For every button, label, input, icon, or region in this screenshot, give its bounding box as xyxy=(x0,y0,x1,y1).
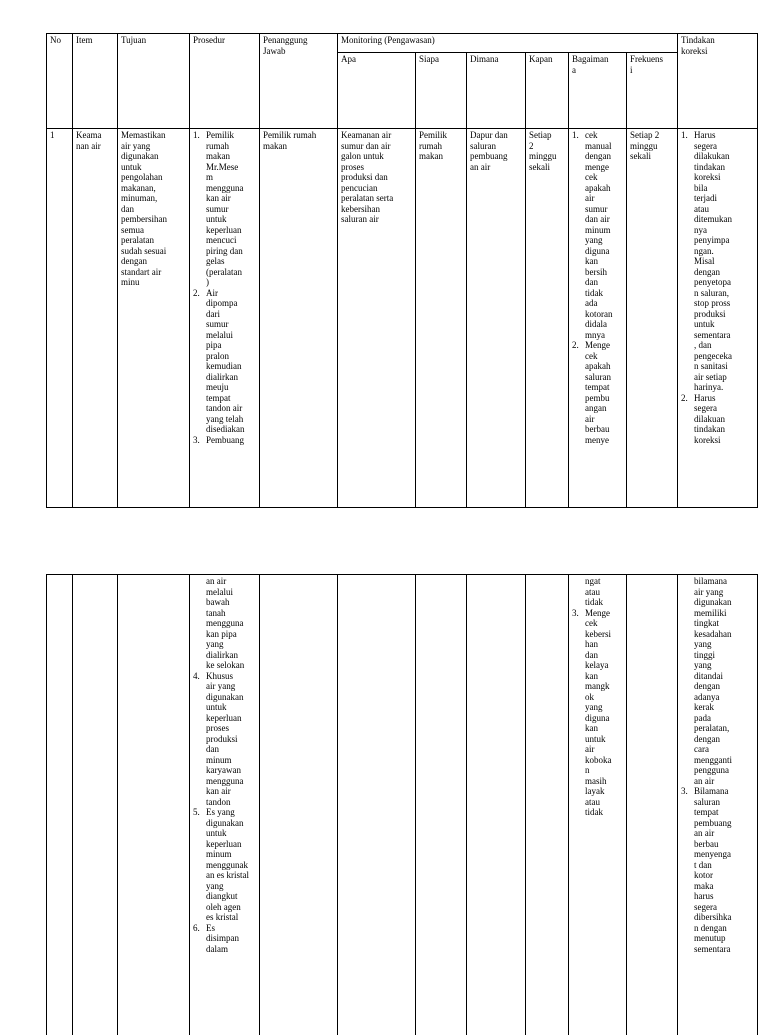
cell-siapa: Pemilik rumah makan xyxy=(416,129,467,508)
list-item-number: 3. xyxy=(681,786,688,796)
cont-apa xyxy=(338,575,416,1035)
list-item xyxy=(193,130,256,288)
list-item xyxy=(193,435,256,446)
list-item xyxy=(572,130,623,340)
bagaimana-continued-text: ngat atau tidak xyxy=(585,576,603,607)
cont-tujuan xyxy=(118,575,190,1035)
header-tindakan-koreksi: Tindakan koreksi xyxy=(678,34,758,129)
list-item-text: Air dipompa dari sumur melalui pipa pralon kemudian dialirkan meuju tempat tandon air yang telah disediakan xyxy=(206,287,245,434)
cont-siapa xyxy=(416,575,467,1035)
cell-bagaimana xyxy=(569,129,627,508)
cell-kapan: Setiap 2 minggu sekali xyxy=(526,129,569,508)
cont-item xyxy=(73,575,118,1035)
list-item-text: Harus segera dilakukan tindakan koreksi bila terjadi atau ditemukan nya penyimpa ngan. Misal dengan penyetopa n saluran, stop pross produksi untuk sementara , dan pengeceka n sanitasi air setiap harinya. xyxy=(694,130,733,392)
tindakan-continued-text: bilamana air yang digunakan memiliki tingkat kesadahan yang tinggi yang ditandai dengan adanya kerak pada peralatan, dengan cara mengganti pengguna an air xyxy=(694,576,732,786)
cell-penanggung-jawab: Pemilik rumah makan xyxy=(260,129,338,508)
header-apa: Apa xyxy=(338,53,416,129)
list-item-number: 3. xyxy=(193,434,200,445)
header-prosedur: Prosedur xyxy=(190,34,260,129)
cell-apa: Keamanan air sumur dan air galon untuk proses produksi dan pencucian peralatan serta kebersihan saluran air xyxy=(338,129,416,508)
list-item-number: 5. xyxy=(193,807,200,817)
cont-frekuensi xyxy=(627,575,678,1035)
list-item-number: 2. xyxy=(681,392,688,403)
list-item-text: Khusus air yang digunakan untuk keperluan proses produksi dan minum karyawan mengguna kan air tandon xyxy=(206,670,244,807)
cont-bagaimana xyxy=(569,575,627,1035)
list-item xyxy=(681,786,754,954)
cont-dimana xyxy=(467,575,526,1035)
list-item-number: 2. xyxy=(572,340,579,350)
cell-tindakan xyxy=(678,129,758,508)
list-item xyxy=(681,130,754,393)
bagaimana-list-continued xyxy=(572,608,623,818)
header-kapan: Kapan xyxy=(526,53,569,129)
list-item-text: Harus segera dilakuan tindakan koreksi xyxy=(694,392,726,445)
list-item-text: cek manual dengan menge cek apakah air sumur dan air minum yang diguna kan bersih dan tidak ada kotoran didala mnya xyxy=(585,130,613,340)
cell-item: Keama nan air xyxy=(73,129,118,508)
cont-penanggung-jawab xyxy=(260,575,338,1035)
header-frekuensi: Frekuens i xyxy=(627,53,678,129)
list-item-number: 4. xyxy=(193,670,200,681)
header-bagaimana: Bagaiman a xyxy=(569,53,627,129)
list-item-number: 3. xyxy=(572,607,579,618)
list-item xyxy=(572,340,623,445)
prosedur-continued-text: an air melalui bawah tanah mengguna kan pipa yang dialirkan ke selokan xyxy=(206,576,245,670)
cont-kapan xyxy=(526,575,569,1035)
cell-no: 1 xyxy=(47,129,73,508)
bagaimana-list xyxy=(572,130,623,445)
list-item xyxy=(193,288,256,435)
tindakan-list-continued xyxy=(681,786,754,954)
list-item-text: Menge cek kebersi han dan kelaya kan mangk ok yang diguna kan untuk air koboka n masih layak atau tidak xyxy=(585,607,612,817)
header-siapa: Siapa xyxy=(416,53,467,129)
list-item-text: Pemilik rumah makan Mr.Mese m mengguna kan air sumur untuk keperluan mencuci piring dan gelas (peralatan ) xyxy=(206,130,244,287)
list-item xyxy=(681,393,754,446)
list-item-text: Bilamana saluran tempat pembuang an air berbau menyenga t dan kotor maka harus segera dibersihka n dengan menutup sementara xyxy=(694,786,732,954)
header-item: Item xyxy=(73,34,118,129)
list-item xyxy=(193,807,256,923)
cell-frekuensi: Setiap 2 minggu sekali xyxy=(627,129,678,508)
header-tujuan: Tujuan xyxy=(118,34,190,129)
list-item-number: 1. xyxy=(572,130,579,140)
list-item-text: Es yang digunakan untuk keperluan minum menggunak an es kristal yang diangkut oleh agen es kristal xyxy=(206,807,249,922)
list-item xyxy=(193,923,256,955)
cell-dimana: Dapur dan saluran pembuang an air xyxy=(467,129,526,508)
list-item-number: 6. xyxy=(193,922,200,933)
list-item xyxy=(572,608,623,818)
haccp-table-page1 xyxy=(46,33,758,508)
list-item-number: 1. xyxy=(193,130,200,140)
haccp-table-page2 xyxy=(46,574,758,1035)
prosedur-list-continued xyxy=(193,671,256,955)
cont-prosedur xyxy=(190,575,260,1035)
header-monitoring: Monitoring (Pengawasan) xyxy=(338,34,678,53)
cont-no xyxy=(47,575,73,1035)
prosedur-list xyxy=(193,130,256,445)
list-item-text: Pembuang xyxy=(206,434,244,445)
header-dimana: Dimana xyxy=(467,53,526,129)
cell-tujuan: Memastikan air yang digunakan untuk pengolahan makanan, minuman, dan pembersihan semua peralatan sudah sesuai dengan standart air minu xyxy=(118,129,190,508)
list-item-number: 1. xyxy=(681,130,688,140)
cell-prosedur xyxy=(190,129,260,508)
list-item-text: Menge cek apakah saluran tempat pembu angan air berbau menye xyxy=(585,340,611,445)
list-item-text: Es disimpan dalam xyxy=(206,922,239,954)
list-item xyxy=(193,671,256,808)
list-item-number: 2. xyxy=(193,287,200,298)
cont-tindakan xyxy=(678,575,758,1035)
header-no: No xyxy=(47,34,73,129)
header-penanggung-jawab: Penanggung Jawab xyxy=(260,34,338,129)
tindakan-list xyxy=(681,130,754,445)
